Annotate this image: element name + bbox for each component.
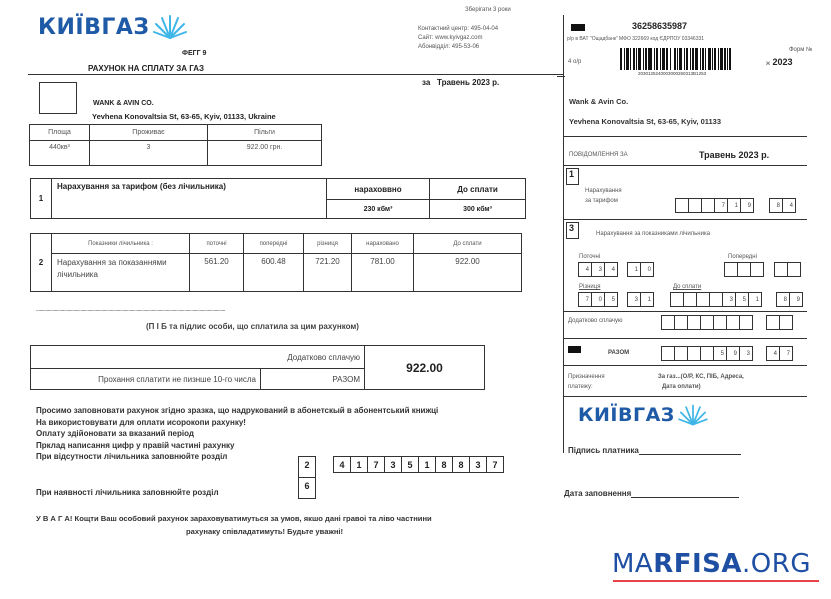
form-year-prefix: ж [766,61,771,67]
digit-cell[interactable] [687,346,701,361]
notice-period: Травень 2023 р. [699,150,770,160]
to-pay-cents [777,292,803,307]
stub-section-1-number: 1 [566,168,579,185]
digit-cell[interactable]: 9 [740,198,754,213]
digit-cell[interactable] [661,346,675,361]
form-year [766,57,793,67]
watermark-part-3: .ORG [742,549,811,579]
to-pay-value: 922.00 [414,254,522,292]
current-label: Поточні [579,254,601,260]
header-meter-readings: Показники лічильника : [52,234,190,254]
subscriber-dept: Абонвідділ: 495-53-06 [418,44,480,50]
sample-digit: 1 [418,456,436,473]
watermark-part-2: RFISA [653,549,743,579]
totals-table [30,345,485,390]
header-divider [28,74,564,75]
stub-kyivgaz-logo [578,402,708,428]
stub-extra-label: Додатково сплачую [568,318,623,324]
sample-digit: 1 [350,456,368,473]
digit-cell[interactable] [713,315,727,330]
sample-digit: 3 [384,456,402,473]
stub-black-mark-total [568,346,581,353]
header-difference: різниця [304,234,352,254]
digit-cell[interactable]: 1 [640,292,654,307]
meter-label: При наявності лічильника заповнюйте розділ [36,488,219,497]
digit-cell[interactable]: 7 [714,198,728,213]
contact-center: Контактний центр: 495-04-04 [418,26,499,32]
keep-note: Зберігати 3 роки [465,7,511,13]
marfisa-watermark [612,549,811,579]
instruction-line: Прклад написання цифр у правій частині рахунку [36,440,235,450]
payer-signature [568,446,741,455]
sample-digit: 4 [333,456,351,473]
digit-cell[interactable]: 4 [578,262,592,277]
stub-customer-address: Yevhena Konovaltsia St, 63-65, Kyiv, 01133 [569,117,722,126]
digit-cell[interactable] [683,292,697,307]
digit-cell[interactable]: 3 [722,292,736,307]
digit-cell[interactable]: 9 [789,292,803,307]
period-value: Травень 2023 р. [437,78,500,87]
digit-cell[interactable] [774,262,788,277]
total-amount: 922.00 [365,346,485,390]
sample-digit: 7 [486,456,504,473]
barcode-digits: 2030125240003000260313B1253 [638,71,707,76]
header-charged: нараховано [352,234,414,254]
warning-line-1: У В А Г А! Кощти Ваш особовий рахунок зараховуватимуться за умов, якшо дані гравоі та ліво частнини [36,514,432,523]
section-1-charged-header: нараховвно [327,179,430,200]
fill-date-label: Дата заповнення [564,489,632,498]
purpose-line-2: Дата оплати) [662,384,701,390]
digit-cell[interactable]: 1 [727,198,741,213]
previous-label: Попередні [728,254,757,260]
customer-name: WANK & AVIN CO. [93,100,154,107]
account-box [39,82,77,114]
barcode [620,48,758,70]
digit-cell[interactable]: 7 [578,292,592,307]
instruction-line: На використовувати для оплати исорокопи рахунку! [36,417,246,427]
signature-caption: (П І Б та підлис особи, що сплатила за цим рахунком) [146,322,359,331]
stub-black-mark-top [571,24,585,31]
no-meter-label: При відсутности лічильника заповнюйте розділ [36,452,228,461]
form-code: ФЕГГ 9 [182,50,207,57]
digit-cell[interactable] [726,315,740,330]
digit-cell[interactable] [724,262,738,277]
customer-address: Yevhena Konovaltsia St, 63-65, Kyiv, 01133, Ukraine [92,112,276,121]
total-cents [767,346,793,361]
stub-section-1-label-line-1: Нарахування [585,188,622,194]
header-area: Площа [30,125,90,141]
notice-label: ПОВІДОМЛЕННЯ ЗА [569,152,628,158]
digit-cell[interactable]: 0 [591,292,605,307]
fill-date [564,489,739,498]
stub-section-3-title: Нарахування за показниками лічильника [596,231,711,237]
stub-total-label: РАЗОМ [608,350,630,356]
no-meter-section-box: 2 [298,456,316,478]
previous-reading: 600.48 [244,254,304,292]
digit-cell[interactable]: 4 [766,346,780,361]
purpose-label [568,372,605,392]
section-1-number: 1 [31,179,52,219]
digit-cell[interactable]: 0 [640,262,654,277]
digit-cell[interactable] [766,315,780,330]
header-previous: попередні [244,234,304,254]
stub-divider-3 [563,219,807,220]
stub-divider-4 [563,311,807,312]
stub-divider [563,15,564,453]
to-pay-label: До сплати [673,284,702,290]
header-residents: Проживає [90,125,208,141]
stub-section-1-cents [770,198,796,213]
extra-pay-label: Додатково сплачую [31,346,365,369]
stub-section-1-label-line-2: за тарифом [585,198,618,204]
digit-cell[interactable] [739,315,753,330]
stub-bank-line: р/р в ВАТ "Ощадбанк" МФО 322669 код ЄДРПОУ 03346331 [567,36,705,42]
stub-divider-5 [563,338,807,339]
digit-cell[interactable]: 4 [782,198,796,213]
digit-cell[interactable]: 3 [591,262,605,277]
payer-signature-line[interactable] [639,454,741,455]
flower-burst-icon [153,12,187,42]
digit-cell[interactable] [700,346,714,361]
purpose-text [658,372,744,392]
document-title: РАХУНОК НА СПЛАТУ ЗА ГАЗ [88,64,205,73]
charged-value: 781.00 [352,254,414,292]
section-1-table [30,178,526,219]
digit-cell[interactable] [696,292,710,307]
diff-frac [628,292,654,307]
benefits-value: 922.00 грн. [208,141,322,166]
total-digits [662,346,753,361]
period-prefix: за [422,78,431,87]
billing-period [422,78,499,87]
stub-divider-1 [563,136,807,137]
stub-section-3-number: 3 [566,222,579,239]
digit-cell[interactable] [674,346,688,361]
header-benefits: Пільги [208,125,322,141]
sample-digits [334,456,504,473]
digit-cell[interactable]: 5 [604,292,618,307]
diff-digits [579,292,618,307]
digit-cell[interactable] [700,315,714,330]
stub-section-1-digits [676,198,754,213]
stub-acct-label: 4 о/р [568,59,582,65]
section-1-to-pay-value: 300 кбм³ [430,200,526,219]
total-label: РАЗОМ [261,369,365,390]
sample-digit: 8 [435,456,453,473]
site: Сайт: www.kyivgaz.com [418,35,483,41]
section-2-row-label: Нарахування за показаннями лічильника [52,254,190,292]
section-2-number: 2 [31,234,52,292]
digit-cell[interactable] [688,198,702,213]
header-to-pay: До сплати [414,234,522,254]
instructions [36,405,438,463]
kyivgaz-logo [38,12,187,42]
previous-digits [725,262,764,277]
stub-logo-text: КИЇВГАЗ [578,404,675,426]
digit-cell[interactable] [674,315,688,330]
deadline-note: Прохання сплатити не пизнше 10-го числа [31,369,261,390]
digit-cell[interactable] [675,198,689,213]
section-1-title: Нарахування за тарифом (без лічильника) [52,179,327,219]
purpose-label-line-1: Призначення [568,374,605,380]
logo-text: КИЇВГАЗ [38,14,150,40]
digit-cell[interactable]: 8 [776,292,790,307]
stub-divider-6 [563,365,807,366]
header-current: поточні [190,234,244,254]
previous-frac [775,262,801,277]
section-1-charged-value: 230 кбм³ [327,200,430,219]
section-2-table [30,233,522,292]
area-value: 440кв³ [30,141,90,166]
digit-cell[interactable]: 3 [739,346,753,361]
digit-cell[interactable]: 7 [779,346,793,361]
stub-customer-name: Wank & Avin Co. [569,97,629,106]
digit-cell[interactable]: 9 [726,346,740,361]
digit-cell[interactable]: 3 [627,292,641,307]
digit-cell[interactable]: 1 [627,262,641,277]
residents-value: 3 [90,141,208,166]
signature-dots: .................................................................................................................................................................. [36,307,226,313]
current-digits [579,262,618,277]
digit-cell[interactable] [670,292,684,307]
current-frac [628,262,654,277]
digit-cell[interactable] [737,262,751,277]
meter-section-box: 6 [298,477,316,499]
digit-cell[interactable] [709,292,723,307]
flower-burst-icon [678,402,708,428]
stub-account-number: 36258635987 [632,21,688,31]
sample-digit: 8 [452,456,470,473]
digit-cell[interactable] [661,315,675,330]
purpose-line-1: За газ...(О/Р, КС, ПІБ, Адреса, [658,374,744,380]
digit-cell[interactable]: 5 [713,346,727,361]
watermark-part-1: MA [612,549,654,579]
current-reading: 561.20 [190,254,244,292]
form-year-value: 2023 [772,57,793,67]
purpose-label-line-2: платежу: [568,384,593,390]
difference-value: 721.20 [304,254,352,292]
to-pay-digits [671,292,762,307]
digit-cell[interactable] [787,262,801,277]
extra-cents [767,315,793,330]
section-1-to-pay-header: До сплати [430,179,526,200]
instruction-line: Просимо заповновати рахунок згідно зразка, що надрукований в абонетскый в абонентський книжці [36,406,439,415]
watermark-underline [613,580,819,582]
stub-section-1-label [585,186,622,206]
form-number-label: Форм № [789,47,813,53]
diff-label: Різниця [579,284,601,290]
extra-digits [662,315,753,330]
stub-divider-2 [563,165,807,166]
info-table [29,124,322,166]
sample-digit: 3 [469,456,487,473]
digit-cell[interactable]: 1 [748,292,762,307]
sample-digit: 7 [367,456,385,473]
stub-divider-7 [563,396,807,397]
stub-top-divider [557,76,565,77]
payer-signature-label: Підпись платника [568,446,639,455]
digit-cell[interactable]: 4 [604,262,618,277]
digit-cell[interactable] [701,198,715,213]
digit-cell[interactable] [687,315,701,330]
digit-cell[interactable] [750,262,764,277]
digit-cell[interactable]: 5 [735,292,749,307]
warning-line-2: рахунаку співладатимуть! Будьте уважні! [186,527,344,536]
digit-cell[interactable]: 8 [769,198,783,213]
digit-cell[interactable] [779,315,793,330]
fill-date-line[interactable] [631,497,739,498]
sample-digit: 5 [401,456,419,473]
instruction-line: Оплату здійоновати за вказаний період [36,429,194,438]
